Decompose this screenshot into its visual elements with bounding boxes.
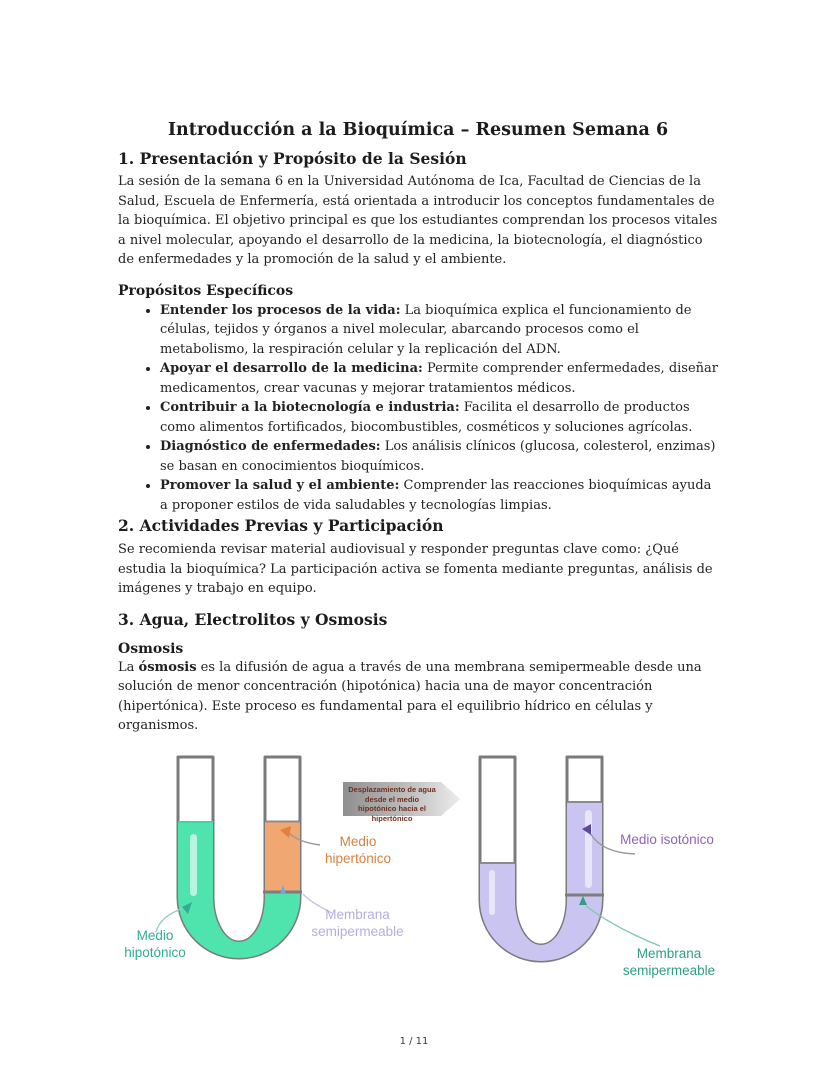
bullet-text: La bioquímica explica el funcionamiento de células, tejidos y órganos a nivel molecular, abarcando procesos como el metabolismo, la respiración celular y la replicación del ADN.: [160, 302, 692, 357]
osmosis-paragraph: [118, 658, 718, 736]
bullet-lead: Entender los procesos de la vida:: [160, 302, 401, 318]
bullet-text: Permite comprender enfermedades, diseñar medicamentos, crear vacunas y mejorar tratamientos médicos.: [160, 361, 718, 396]
section-1-heading: 1. Presentación y Propósito de la Sesión: [118, 149, 467, 168]
page-number: 1 / 11: [399, 1036, 429, 1047]
isotonic-liquid-high: [565, 802, 604, 897]
osmosis-diagram: [0, 750, 828, 1030]
bullet-text: Comprender las reacciones bioquímicas ayuda a proponer estilos de vida saludables y tecnologías limpias.: [160, 478, 712, 513]
bullet-item: [160, 359, 718, 398]
bullet-text: Los análisis clínicos (glucosa, colesterol, enzimas) se basan en conocimientos bioquímicos.: [160, 439, 716, 474]
callout-label: Desplazamiento de agua desde el medio hipotónico hacia el hipertónico: [348, 785, 436, 823]
membrane-right-label: Membrana semipermeable: [622, 946, 716, 978]
bullet-text: Facilita el desarrollo de productos como alimentos fortificados, biocombustibles, cosméticos y soluciones agrícolas.: [160, 400, 693, 435]
bullet-lead: Contribuir a la biotecnología e industria:: [160, 400, 460, 415]
section-2-body: Se recomienda revisar material audiovisual y responder preguntas clave como: ¿Qué estudia la bioquímica? La participación activa se fomenta mediante preguntas, análisis de imágenes y trabajo en equipo.: [118, 542, 713, 596]
bullet-item: [160, 437, 718, 476]
glass-highlight: [489, 870, 495, 915]
glass-highlight: [585, 810, 592, 888]
section-3-heading: 3. Agua, Electrolitos y Osmosis: [118, 609, 388, 629]
osmosis-post: es la difusión de agua a través de una membrana semipermeable desde una solución de menor concentración (hipotónica) hacia una de mayor concentración (hipertónica). Este proceso es fundamental para el equilibrio hídrico en células y organismos.: [118, 659, 702, 733]
section-1-subheading: Propósitos Específicos: [118, 282, 294, 299]
glass-highlight: [190, 834, 197, 896]
hypertonic-label: Medio hipertónico: [324, 834, 392, 866]
osmosis-pre: La: [118, 659, 135, 675]
bullet-item: [160, 476, 718, 515]
purpose-bullet-list: [118, 301, 718, 516]
document-content: [118, 118, 718, 736]
bullet-lead: Apoyar el desarrollo de la medicina:: [160, 361, 423, 376]
section-3-subheading: Osmosis: [118, 640, 184, 657]
section-2-heading: 2. Actividades Previas y Participación: [118, 516, 444, 535]
page-title: Introducción a la Bioquímica – Resumen Semana 6: [167, 120, 669, 140]
bullet-item: [160, 398, 718, 437]
bullet-lead: Diagnóstico de enfermedades:: [160, 439, 381, 454]
bullet-lead: Promover la salud y el ambiente:: [160, 478, 400, 493]
bullet-item: [160, 301, 718, 360]
isotonic-label: Medio isotónico: [620, 832, 714, 847]
osmosis-bold-term: ósmosis: [138, 659, 197, 675]
membrane-left-label: Membrana semipermeable: [311, 907, 404, 939]
section-1-intro: La sesión de la semana 6 en la Universidad Autónoma de Ica, Facultad de Ciencias de la Salud, Escuela de Enfermería, está orientada a introducir los conceptos fundamentales de la bioquímica. El objetivo principal es que los estudiantes comprendan los procesos vitales a nivel molecular, apoyando el desarrollo de la medicina, la biotecnología, el diagnóstico de enfermedades y la promoción de la salud y el ambiente.: [118, 174, 718, 267]
hypotonic-label: Medio hipotónico: [124, 928, 186, 960]
